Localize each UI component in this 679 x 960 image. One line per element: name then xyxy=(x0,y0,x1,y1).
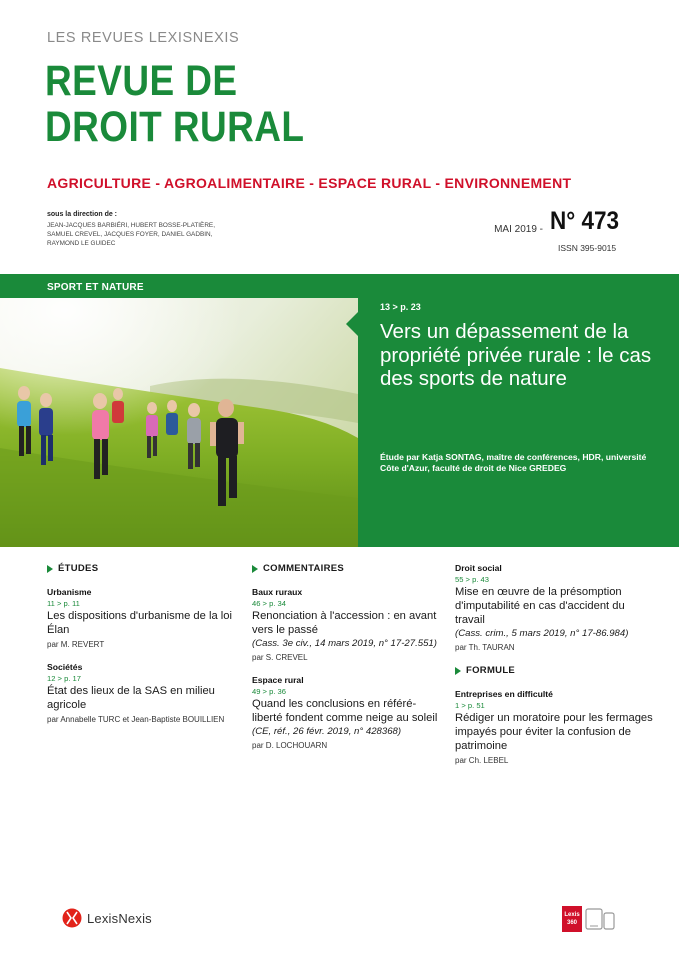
badge-bottom-label: 360 xyxy=(566,920,577,926)
badge-top-label: Lexis xyxy=(564,912,580,918)
article-ref: 11 > p. 11 xyxy=(47,599,80,608)
article-category: Sociétés xyxy=(47,662,83,672)
article-title[interactable]: Quand les conclusions en référé-liberté fondent comme neige au soleil xyxy=(252,698,438,724)
issue-date: MAI 2019 - xyxy=(494,224,543,235)
etudes-heading-label: ÉTUDES xyxy=(58,563,99,574)
commentaires-column xyxy=(252,563,442,763)
article-citation: (Cass. 3e civ., 14 mars 2019, n° 17-27.551) xyxy=(252,638,437,649)
formule-heading-label: FORMULE xyxy=(466,665,516,676)
article-category: Espace rural xyxy=(252,675,304,685)
runners-illustration xyxy=(0,298,358,547)
publisher-name: LexisNexis xyxy=(87,910,152,926)
article-title[interactable]: Mise en œuvre de la présomption d'imputabilité en cas d'accident du travail xyxy=(455,586,625,626)
article-title[interactable]: Renonciation à l'accession : en avant vers le passé xyxy=(252,610,437,636)
direction-label: sous la direction de : xyxy=(47,211,118,218)
article-entry[interactable] xyxy=(47,662,237,725)
issn: ISSN 395-9015 xyxy=(558,243,617,253)
article-title[interactable]: Rédiger un moratoire pour les fermages impayés pour éviter la confusion de patrimoine xyxy=(455,712,653,752)
article-title[interactable]: Les dispositions d'urbanisme de la loi Élan xyxy=(47,610,232,636)
series-name: LES REVUES LEXISNEXIS xyxy=(47,30,240,46)
lexisnexis-logo xyxy=(62,908,152,928)
lexis360-badge xyxy=(562,906,615,932)
article-citation: (Cass. crim., 5 mars 2019, n° 17-86.984) xyxy=(455,628,629,639)
article-entry[interactable] xyxy=(252,675,442,751)
lexis360-logo-icon xyxy=(562,906,582,932)
commentaires-heading xyxy=(252,563,442,574)
issue-number: N° 473 xyxy=(550,207,620,235)
article-entry[interactable] xyxy=(455,689,655,766)
formule-heading xyxy=(455,665,655,676)
lexisnexis-mark-icon xyxy=(62,908,82,928)
article-citation: (CE, réf., 26 févr. 2019, n° 428368) xyxy=(252,726,402,737)
feature-author: Étude par Katja SONTAG, maître de conférences, HDR, université Côte d'Azur, faculté de droit de Nice GREDEG xyxy=(380,452,647,473)
triangle-bullet-icon xyxy=(455,667,461,675)
commentaires-heading-label: COMMENTAIRES xyxy=(263,563,345,574)
triangle-bullet-icon xyxy=(252,565,258,573)
directors-list: JEAN-JACQUES BARBIÉRI, HUBERT BOSSE-PLATIÈRE, SAMUEL CREVEL, JACQUES FOYER, DANIEL GADBIN, RAYMOND LE GUIDEC xyxy=(47,222,215,247)
journal-title xyxy=(45,58,304,150)
article-author: par D. LOCHOUARN xyxy=(252,741,328,750)
article-ref: 46 > p. 34 xyxy=(252,599,286,608)
journal-title-line1: REVUE DE xyxy=(45,57,238,105)
article-entry[interactable] xyxy=(455,563,655,653)
article-ref: 12 > p. 17 xyxy=(47,674,81,683)
feature-title[interactable]: Vers un dépassement de la propriété privée rurale : le cas des sports de nature xyxy=(380,320,652,390)
article-category: Baux ruraux xyxy=(252,587,303,597)
article-ref: 55 > p. 43 xyxy=(455,575,489,584)
article-author: par S. CREVEL xyxy=(252,653,308,662)
article-author: par Annabelle TURC et Jean-Baptiste BOUILLIEN xyxy=(47,715,225,724)
article-ref: 1 > p. 51 xyxy=(455,701,485,710)
feature-reference: 13 > p. 23 xyxy=(380,302,421,312)
etudes-heading xyxy=(47,563,237,574)
devices-icon xyxy=(585,906,615,932)
feature-pointer xyxy=(346,312,358,336)
article-entry[interactable] xyxy=(252,587,442,663)
rubric-label: SPORT ET NATURE xyxy=(47,282,144,293)
article-title[interactable]: État des lieux de la SAS en milieu agricole xyxy=(47,685,215,711)
etudes-column xyxy=(47,563,237,737)
cover-photo-runners xyxy=(0,298,358,547)
right-column xyxy=(455,563,655,778)
article-entry[interactable] xyxy=(47,587,237,650)
article-category: Entreprises en difficulté xyxy=(455,689,553,699)
feature-panel xyxy=(358,278,679,547)
journal-subtitle: AGRICULTURE - AGROALIMENTAIRE - ESPACE RURAL - ENVIRONNEMENT xyxy=(47,175,572,191)
article-author: par Th. TAURAN xyxy=(455,643,515,652)
triangle-bullet-icon xyxy=(47,565,53,573)
article-category: Urbanisme xyxy=(47,587,92,597)
article-category: Droit social xyxy=(455,563,502,573)
article-author: par M. REVERT xyxy=(47,640,105,649)
article-author: par Ch. LEBEL xyxy=(455,756,509,765)
journal-title-line2: DROIT RURAL xyxy=(45,103,305,151)
article-ref: 49 > p. 36 xyxy=(252,687,286,696)
